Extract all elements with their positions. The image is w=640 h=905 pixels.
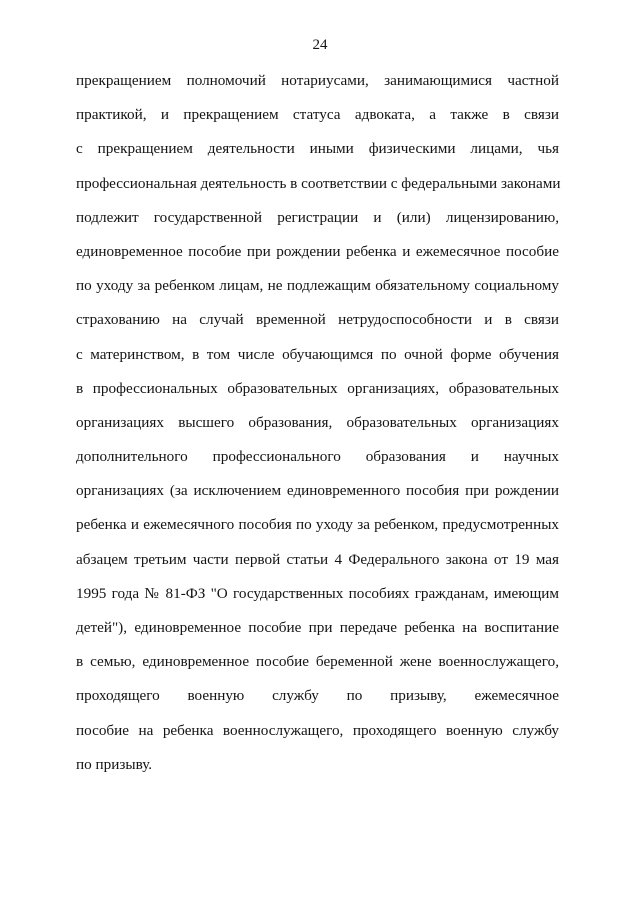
text-line: организациях (за исключением единовременного пособия при рождении xyxy=(76,482,559,500)
text-line: в профессиональных образовательных организациях, образовательных xyxy=(76,379,559,397)
text-line: детей"), единовременное пособие при передаче ребенка на воспитание xyxy=(76,619,559,636)
text-line: абзацем третьим части первой статьи 4 Федерального закона от 19 мая xyxy=(76,550,559,568)
text-line: по уходу за ребенком лицам, не подлежащим обязательному социальному xyxy=(76,277,559,295)
text-line: с материнством, в том числе обучающимся по очной форме обучения xyxy=(76,345,559,363)
text-line: дополнительного профессионального образования и научных xyxy=(76,448,559,466)
text-line: проходящего военную службу по призыву, ежемесячное xyxy=(76,687,559,705)
text-line: единовременное пособие при рождении ребенка и ежемесячное пособие xyxy=(76,242,559,260)
text-line: с прекращением деятельности иными физическими лицами, чья xyxy=(76,140,559,158)
text-line: страхованию на случай временной нетрудоспособности и в связи xyxy=(76,311,559,329)
text-line: ребенка и ежемесячного пособия по уходу за ребенком, предусмотренных xyxy=(76,516,559,534)
text-line: профессиональная деятельность в соответствии с федеральными законами xyxy=(76,174,561,192)
page-number: 24 xyxy=(312,37,328,53)
text-line: подлежит государственной регистрации и (или) лицензированию, xyxy=(76,208,559,226)
text-line: прекращением полномочий нотариусами, занимающимися частной xyxy=(76,72,559,89)
text-line: организациях высшего образования, образовательных организациях xyxy=(76,413,559,431)
body-paragraph xyxy=(76,64,559,782)
text-line: 1995 года № 81-ФЗ "О государственных пособиях гражданам, имеющим xyxy=(76,584,559,602)
text-line-last: по призыву. xyxy=(76,755,153,773)
text-line: пособие на ребенка военнослужащего, проходящего военную службу xyxy=(76,721,559,739)
text-line: в семью, единовременное пособие беременной жене военнослужащего, xyxy=(76,653,559,671)
text-line: практикой, и прекращением статуса адвоката, а также в связи xyxy=(76,106,559,124)
